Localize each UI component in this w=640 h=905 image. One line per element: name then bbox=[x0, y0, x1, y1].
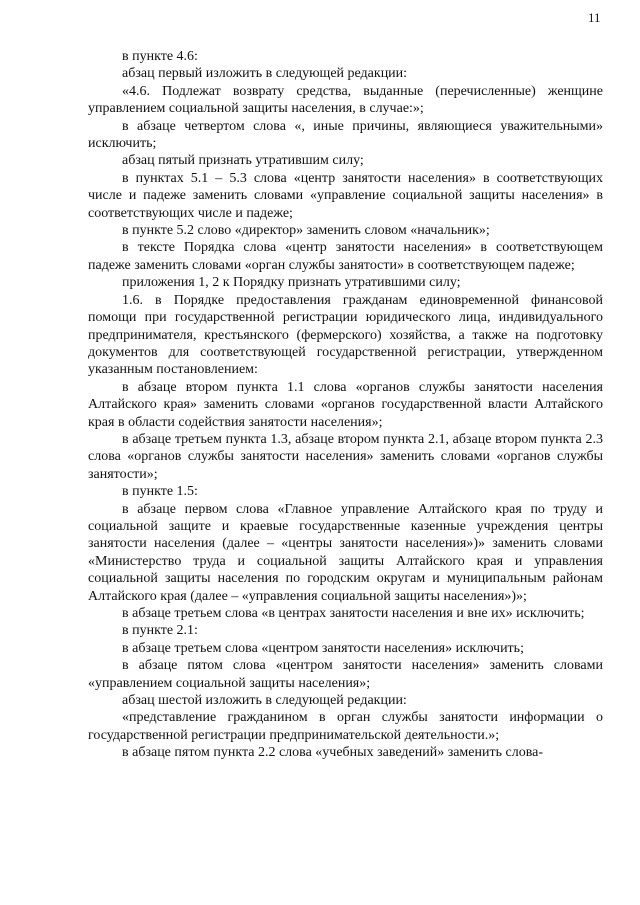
paragraph: приложения 1, 2 к Порядку признать утратившими силу; bbox=[122, 275, 461, 291]
paragraph: в пунктах 5.1 – 5.3 слова «центр занятости населения» в соответствующих числе и падеже заменить словами «управление социальной защиты населения» в соответствующих числе и падеже; bbox=[88, 170, 603, 221]
paragraph: «4.6. Подлежат возврату средства, выданные (перечисленные) женщине управлением социальной защиты населения, в случае:»; bbox=[88, 83, 603, 117]
paragraph: «представление гражданином в орган службы занятости информации о государственной регистрации предпринимательской деятельности.»; bbox=[88, 710, 603, 743]
paragraph: в пункте 1.5: bbox=[122, 484, 198, 500]
paragraph: абзац пятый признать утратившим силу; bbox=[122, 153, 364, 169]
paragraph: абзац первый изложить в следующей редакции: bbox=[122, 66, 408, 82]
page-number: 11 bbox=[588, 10, 601, 25]
paragraph: в пункте 4.6: bbox=[122, 49, 198, 64]
paragraph: в абзаце пятом пункта 2.2 слова «учебных заведений» заменить слова- bbox=[122, 745, 543, 761]
paragraph: 1.6. в Порядке предоставления гражданам единовременной финансовой помощи при государственной регистрации юридического лица, индивидуального предпринимателя, крестьянского (фермерского) хозяйства, а также на подготовку документов для соответствующей государственной регистрации, утвержденном указанным постановлением: bbox=[88, 292, 603, 378]
paragraph: в тексте Порядка слова «центр занятости населения» в соответствующем падеже заменить словами «орган службы занятости» в соответствующем падеже; bbox=[88, 240, 603, 273]
paragraph: в абзаце первом слова «Главное управление Алтайского края по труду и социальной защите и краевые государственные казенные учреждения центры занятости населения (далее – «центры занятости населения»)» заменить словами «Министерство труда и социальной защиты Алтайского края и управления социальной защиты населения по городским округам и муниципальным районам Алтайского края (далее – «управления социальной защиты населения»)»; bbox=[88, 501, 603, 604]
paragraph: в абзаце втором пункта 1.1 слова «органов службы занятости населения Алтайского края» заменить словами «органов государственной власти Алтайского края в области содействия занятости населения»; bbox=[88, 379, 603, 430]
paragraph: в абзаце третьем пункта 1.3, абзаце втором пункта 2.1, абзаце втором пункта 2.3 слова «органов службы занятости населения» заменить словами «органов службы занятости»; bbox=[88, 431, 603, 482]
document-body bbox=[88, 48, 603, 762]
paragraph: в пункте 5.2 слово «директор» заменить словом «начальник»; bbox=[122, 223, 490, 239]
paragraph: в абзаце четвертом слова «, иные причины, являющиеся уважительными» исключить; bbox=[88, 118, 603, 152]
paragraph: в пункте 2.1: bbox=[122, 623, 198, 639]
paragraph: в абзаце третьем слова «в центрах занятости населения и вне их» исключить; bbox=[122, 606, 585, 621]
paragraph: абзац шестой изложить в следующей редакции: bbox=[122, 693, 407, 709]
paragraph: в абзаце пятом слова «центром занятости населения» заменить словами «управлением социальной защиты населения»; bbox=[88, 658, 603, 691]
paragraph: в абзаце третьем слова «центром занятости населения» исключить; bbox=[122, 640, 524, 656]
